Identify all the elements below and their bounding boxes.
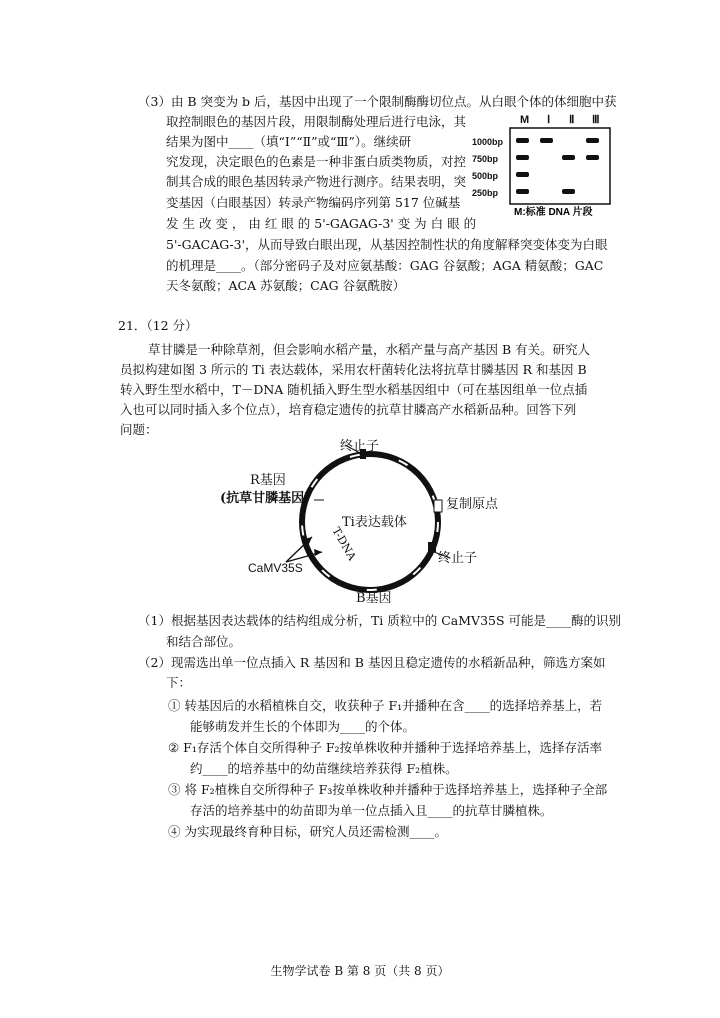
promoter-arrow-head: [314, 549, 322, 556]
label-terminator-top: 终止子: [340, 439, 380, 454]
gel-band: [562, 155, 575, 160]
q21-number: 21．（12 分）: [118, 318, 198, 333]
gel-lane-label-m: M: [520, 114, 530, 126]
q20-3-line7: 发 生 改 变 ， 由 红 眼 的 5'-GAGAG-3' 变 为 白 眼 的: [166, 216, 477, 231]
q21-p1-line2: 和结合部位。: [166, 634, 242, 649]
origin-marker: [434, 500, 442, 512]
q21-p2-line1: （2）现需选出单一位点插入 R 基因和 B 基因且稳定遗传的水稻新品种，筛选方案如: [138, 655, 606, 670]
q21-step2-line2: 约____的培养基中的幼苗继续培养获得 F₂植株。: [190, 761, 458, 776]
label-center: Ti表达载体: [342, 515, 407, 530]
q20-3-line10: 天冬氨酸；ACA 苏氨酸；CAG 谷氨酰胺）: [166, 278, 406, 293]
q20-3-line4: 究发现，决定眼色的色素是一种非蛋白质类物质，对控: [166, 154, 467, 169]
gel-electrophoresis-figure: [472, 108, 612, 218]
label-tdna: T-DNA: [329, 525, 359, 563]
q21-p2-line2: 下：: [166, 675, 192, 690]
label-terminator-right: 终止子: [438, 551, 478, 566]
label-r-gene-note: (抗草甘膦基因): [220, 491, 311, 506]
label-origin: 复制原点: [446, 497, 499, 512]
label-r-gene: R基因: [250, 473, 286, 488]
gel-band: [516, 155, 529, 160]
q21-p1-line1: （1）根据基因表达载体的结构组成分析，Ti 质粒中的 CaMV35S 可能是____酶的识别: [138, 613, 622, 628]
gel-band: [586, 138, 599, 143]
gel-lane-label-2: Ⅱ: [569, 114, 575, 126]
gel-lane-label-1: Ⅰ: [547, 114, 551, 126]
q20-3-line6: 变基因（白眼基因）转录产物编码序列第 517 位碱基: [166, 195, 461, 210]
q20-3-line5: 制其合成的眼色基因转录产物进行测序。结果表明，突: [166, 174, 467, 189]
q21-step1-line2: 能够萌发并生长的个体即为____的个体。: [190, 719, 416, 734]
q21-intro-line5: 问题：: [120, 422, 158, 437]
gel-lane-label-3: Ⅲ: [592, 114, 600, 126]
q21-step4-line1: ④ 为实现最终育种目标，研究人员还需检测____。: [168, 824, 447, 839]
q21-intro-line3: 转入野生型水稻中，T－DNA 随机插入野生型水稻基因组中（可在基因组单一位点插: [120, 382, 588, 397]
gel-band: [540, 138, 553, 143]
gel-band: [516, 138, 529, 143]
gel-band: [516, 189, 529, 194]
q21-step3-line2: 存活的培养基中的幼苗即为单一位点插入且____的抗草甘膦植株。: [190, 803, 553, 818]
terminator-right-marker: [428, 542, 436, 552]
gel-band: [562, 189, 575, 194]
gel-marker-500: 500bp: [472, 171, 499, 181]
gel-band: [516, 172, 529, 177]
gel-band: [586, 155, 599, 160]
q21-step2-line1: ② F₁存活个体自交所得种子 F₂按单株收种并播种于选择培养基上，选择存活率: [168, 740, 603, 755]
gel-caption: M:标准 DNA 片段: [514, 207, 593, 218]
q20-3-line8: 5'-GACAG-3'，从而导致白眼出现，从基因控制性状的角度解释突变体变为白眼: [166, 237, 608, 252]
gel-marker-250: 250bp: [472, 188, 499, 198]
q20-3-line1: （3）由 B 突变为 b 后，基因中出现了一个限制酶酶切位点。从白眼个体的体细胞中获: [138, 94, 617, 109]
q21-intro-line4: 入也可以同时插入多个位点），培育稳定遗传的抗草甘膦高产水稻新品种。回答下列: [120, 402, 577, 417]
ti-vector-diagram: [190, 430, 550, 610]
label-promoter: CaMV35S: [248, 561, 303, 575]
q20-3-line2: 取控制眼色的基因片段，用限制酶处理后进行电泳，其: [166, 114, 467, 129]
q20-3-line9: 的机理是____。（部分密码子及对应氨基酸：GAG 谷氨酸；AGA 精氨酸；GAC: [166, 258, 604, 273]
q21-intro-line1: 草甘膦是一种除草剂，但会影响水稻产量，水稻产量与高产基因 B 有关。研究人: [148, 342, 591, 357]
q21-step3-line1: ③ 将 F₂植株自交所得种子 F₃按单株收种并播种于选择培养基上，选择种子全部: [168, 782, 608, 797]
gel-marker-1000: 1000bp: [472, 137, 504, 147]
q21-step1-line1: ① 转基因后的水稻植株自交，收获种子 F₁并播种在含____的选择培养基上，若: [168, 698, 603, 713]
q20-3-line3: 结果为图中____（填“Ⅰ”“Ⅱ”或“Ⅲ”）。继续研: [166, 134, 412, 149]
gel-marker-750: 750bp: [472, 154, 499, 164]
page-footer: 生物学试卷 B 第 8 页（共 8 页）: [270, 964, 450, 978]
q21-intro-line2: 员拟构建如图 3 所示的 Ti 表达载体，采用农杆菌转化法将抗草甘膦基因 R 和基因 B: [120, 362, 587, 377]
label-b-gene: B基因: [356, 591, 392, 606]
